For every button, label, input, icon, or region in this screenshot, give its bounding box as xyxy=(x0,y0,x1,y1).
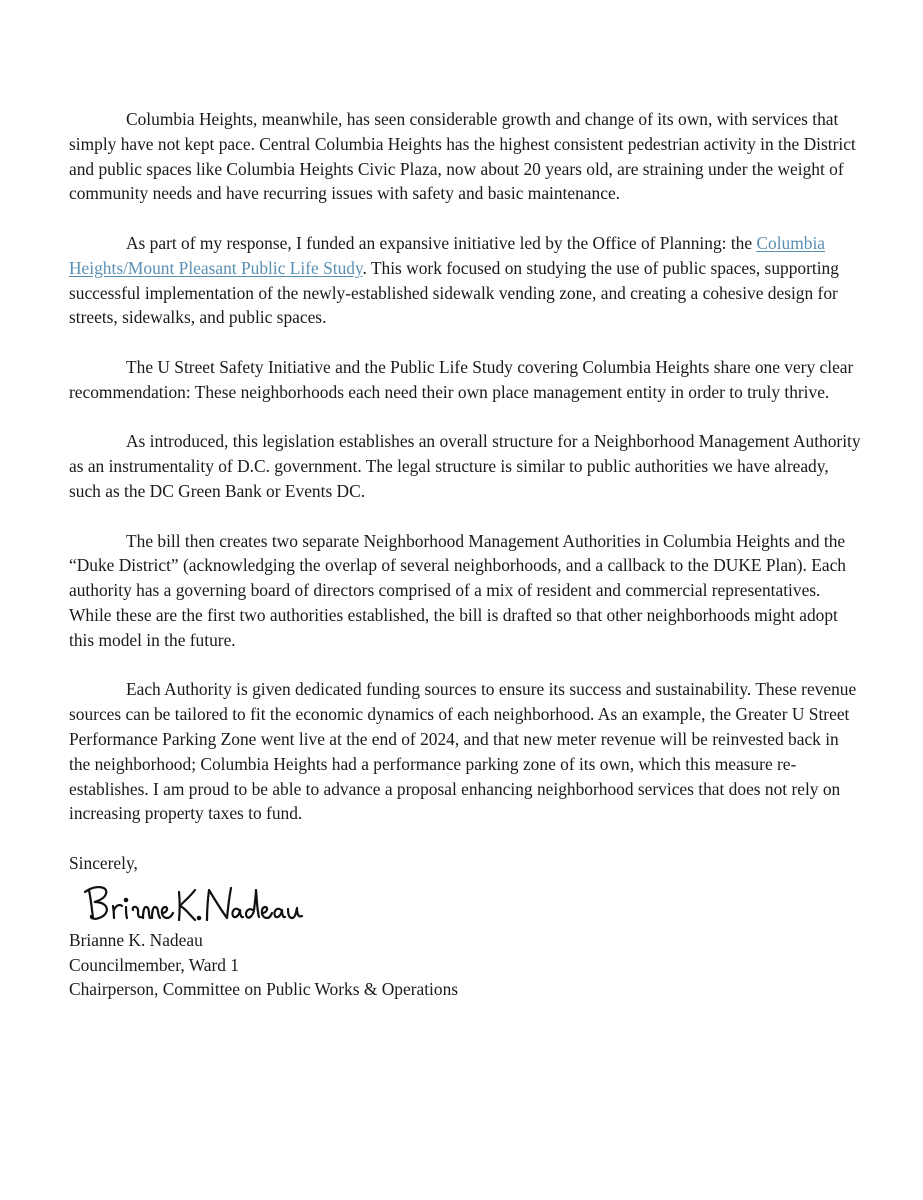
paragraph-two-authorities: The bill then creates two separate Neighborhood Management Authorities in Columbia Heights and the “Duke District” (acknowledging the overlap of several neighborhoods, and a callback to the DUKE Plan). Each authority has a governing board of directors comprised of a mix of resident and commercial representatives. While these are the first two authorities established, the bill is drafted so that other neighborhoods might adopt this model in the future. xyxy=(69,530,846,650)
paragraph-shared-recommendation: The U Street Safety Initiative and the Public Life Study covering Columbia Heights share one very clear recommendation: These neighborhoods each need their own place management entity in order to truly thrive. xyxy=(69,356,854,402)
paragraph-funding-sources: Each Authority is given dedicated funding sources to ensure its success and sustainability. These revenue sources can be tailored to fit the economic dynamics of each neighborhood. As an example, the Greater U Street Performance Parking Zone went live at the end of 2024, and that new meter revenue will be reinvested back in the neighborhood; Columbia Heights had a performance parking zone of its own, which this measure re-establishes. I am proud to be able to advance a proposal enhancing neighborhood services that does not rely on increasing property taxes to fund. xyxy=(69,679,857,824)
paragraph-public-life-study xyxy=(69,231,861,330)
paragraph-text-after-link: . This work focused on studying the use of public spaces, supporting successful implementation of the newly-established sidewalk vending zone, and creating a cohesive design for streets, sidewalks, and public spaces. xyxy=(69,257,839,328)
paragraph-legislation-structure: As introduced, this legislation establishes an overall structure for a Neighborhood Management Authority as an instrumentality of D.C. government. The legal structure is similar to public authorities we have already, such as the DC Green Bank or Events DC. xyxy=(69,431,861,501)
public-life-study-link[interactable]: Columbia Heights/Mount Pleasant Public Life Study xyxy=(69,232,826,278)
paragraph-columbia-heights-growth: Columbia Heights, meanwhile, has seen considerable growth and change of its own, with services that simply have not kept pace. Central Columbia Heights has the highest consistent pedestrian activity in the District and public spaces like Columbia Heights Civic Plaza, now about 20 years old, are straining under the weight of community needs and have recurring issues with safety and basic maintenance. xyxy=(69,109,856,204)
handwritten-signature xyxy=(69,876,861,928)
paragraph-text-before-link: As part of my response, I funded an expansive initiative led by the Office of Planning: the xyxy=(126,232,757,253)
closing-salutation: Sincerely, xyxy=(69,852,138,873)
signer-name: Brianne K. Nadeau xyxy=(69,929,203,950)
letter-body xyxy=(69,107,861,1002)
signer-title: Councilmember, Ward 1 xyxy=(69,954,239,975)
signer-role: Chairperson, Committee on Public Works & Operations xyxy=(69,979,459,1000)
